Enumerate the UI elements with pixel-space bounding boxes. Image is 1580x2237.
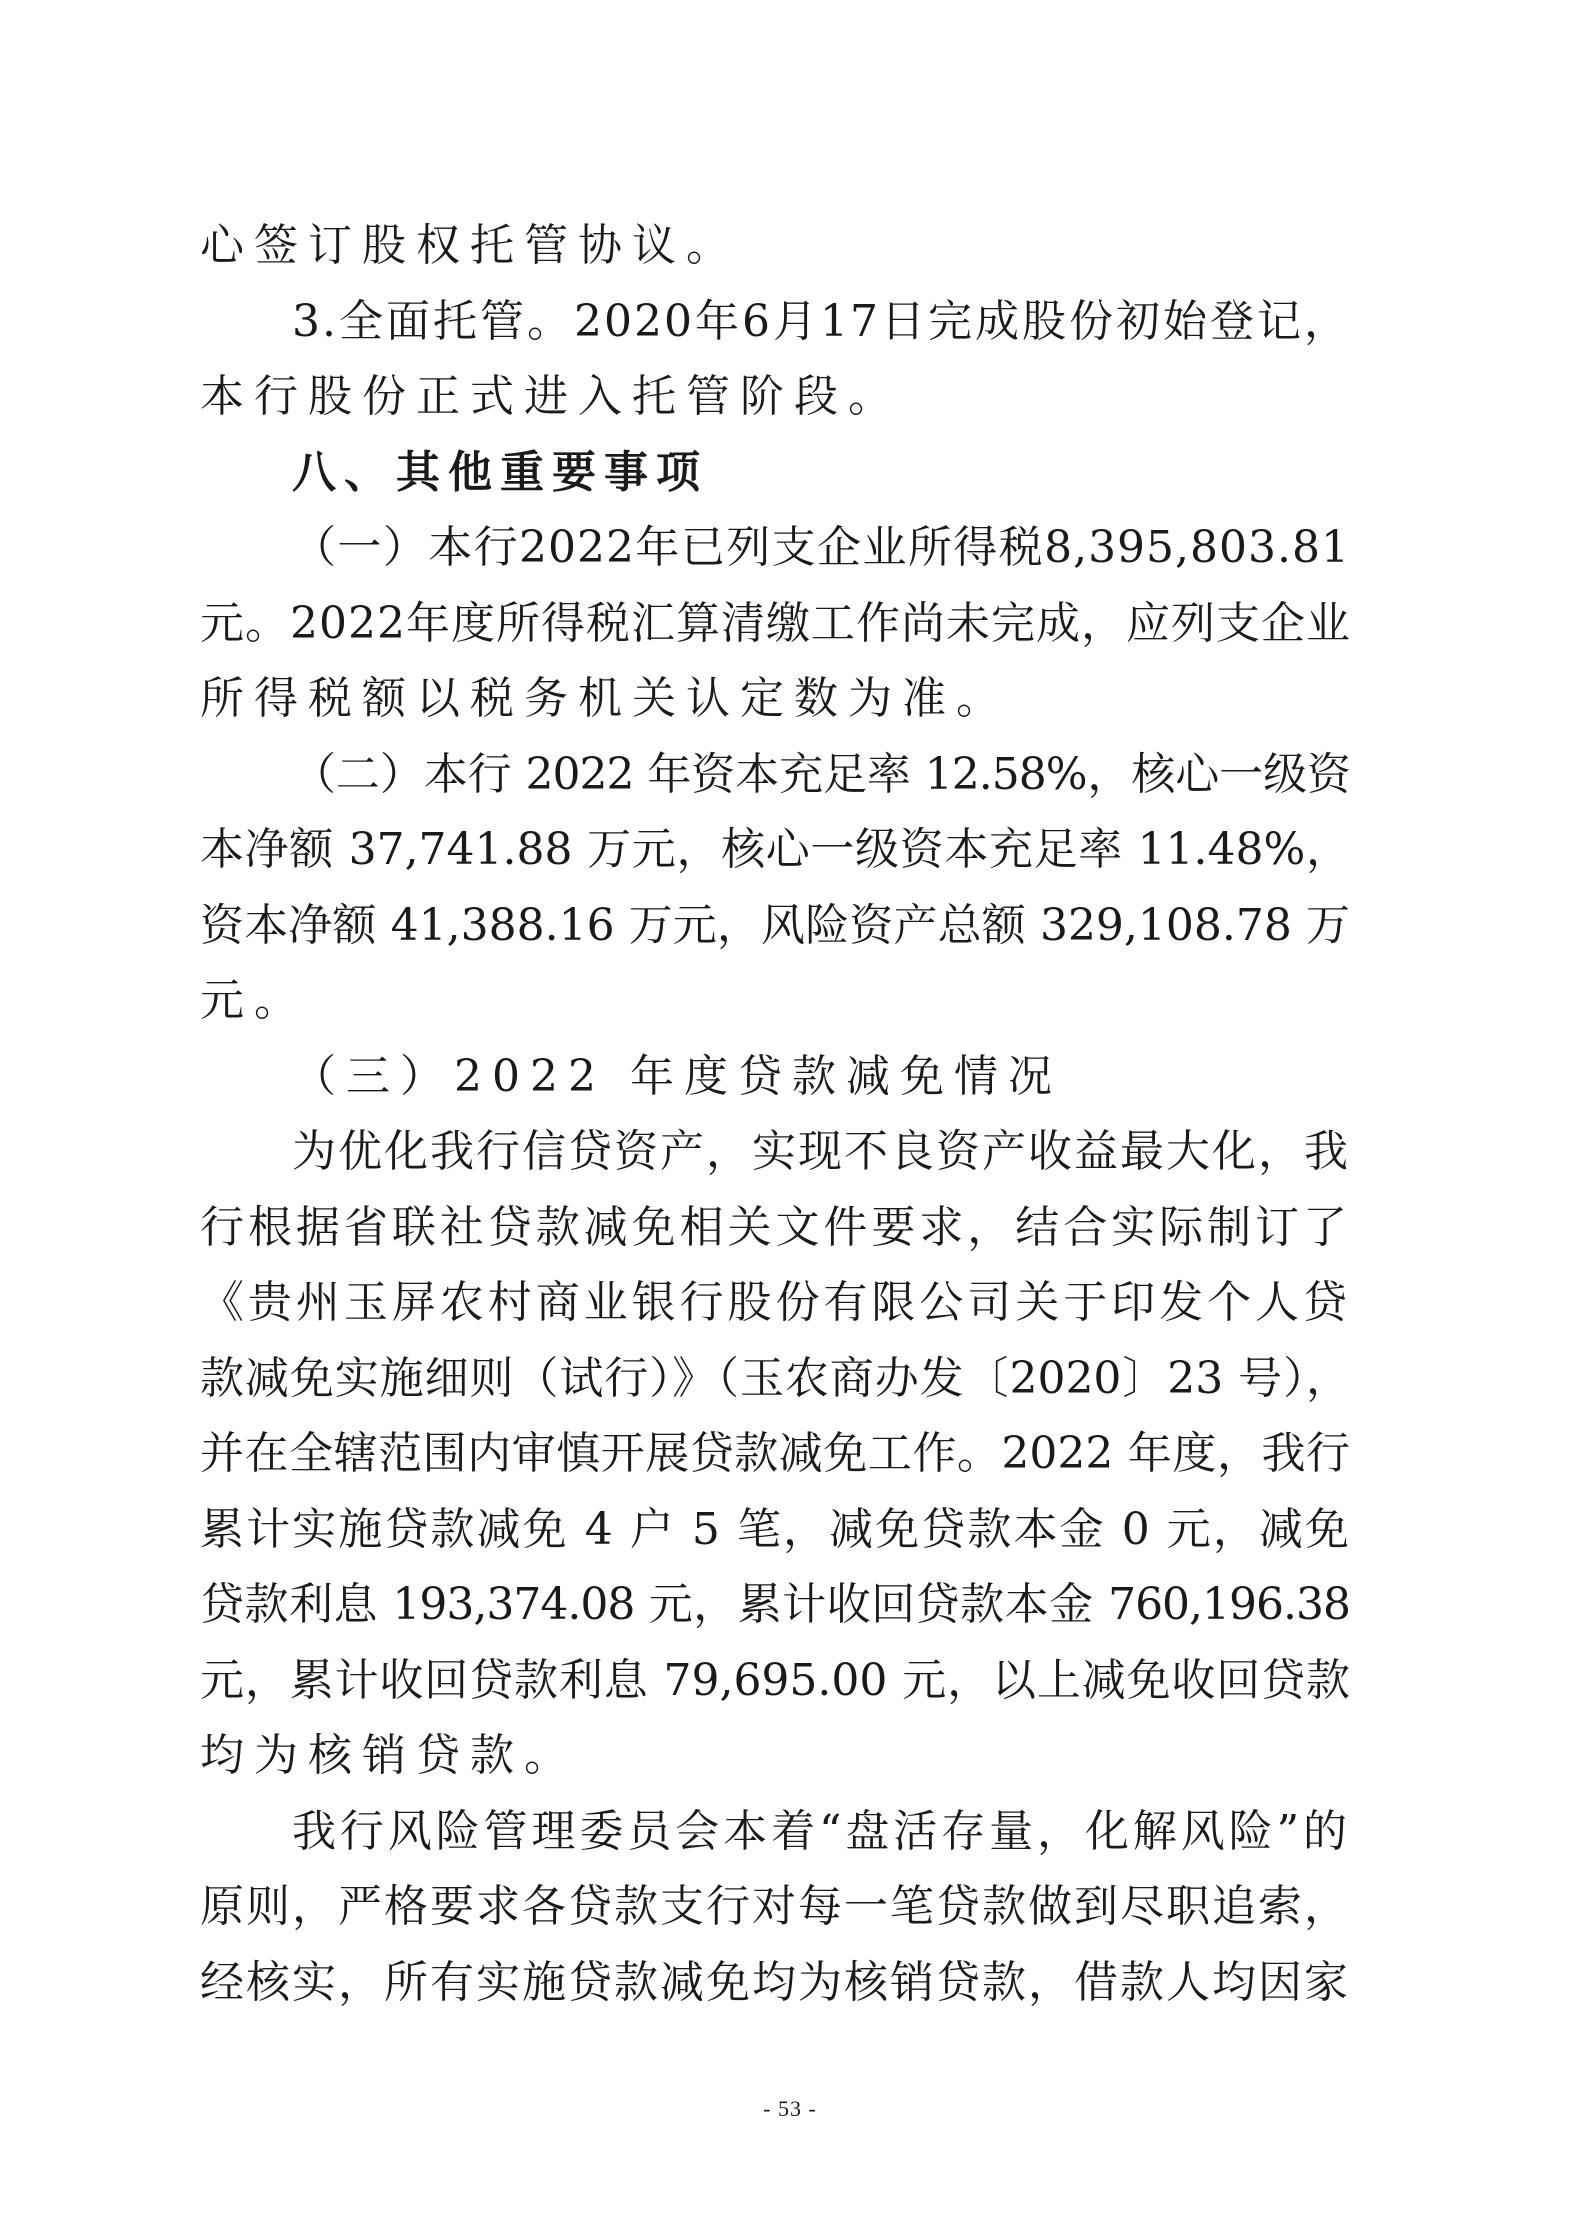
section-heading: 八、其他重要事项 (292, 447, 708, 498)
paragraph-line: 款减免实施细则（试行）》（玉农商办发〔2020〕23 号）， (200, 1353, 1350, 1404)
paragraph-line: （一）本行2022年已列支企业所得税8,395,803.81 (292, 522, 1350, 573)
paragraph-line: 贷款利息 193,374.08 元，累计收回贷款本金 760,196.38 (200, 1579, 1350, 1630)
page-number: - 53 - (763, 2096, 817, 2121)
paragraph-line: 行根据省联社贷款减免相关文件要求，结合实际制订了 (200, 1202, 1350, 1253)
paragraph-line: 本净额 37,741.88 万元，核心一级资本充足率 11.48%， (200, 824, 1350, 875)
paragraph-line: 所得税额以税务机关认定数为准。 (200, 673, 1010, 724)
paragraph-line: 资本净额 41,388.16 万元，风险资产总额 329,108.78 万 (200, 900, 1350, 951)
paragraph-line: 我行风险管理委员会本着“盘活存量，化解风险”的 (292, 1806, 1350, 1857)
paragraph-line: 原则，严格要求各贷款支行对每一笔贷款做到尽职追索， (200, 1881, 1350, 1932)
paragraph-line: 元，累计收回贷款利息 79,695.00 元，以上减免收回贷款 (200, 1655, 1350, 1706)
subsection-heading: （三）2022 年度贷款减免情况 (292, 1051, 1062, 1102)
paragraph-line: 为优化我行信贷资产，实现不良资产收益最大化，我 (292, 1126, 1350, 1177)
paragraph-line: 心签订股权托管协议。 (200, 220, 740, 271)
paragraph-line: 本行股份正式进入托管阶段。 (200, 371, 902, 422)
paragraph-line: 均为核销贷款。 (200, 1730, 578, 1781)
paragraph-line: 经核实，所有实施贷款减免均为核销贷款，借款人均因家 (200, 1957, 1350, 2008)
paragraph-line: 累计实施贷款减免 4 户 5 笔，减免贷款本金 0 元，减免 (200, 1504, 1350, 1555)
paragraph-line: 元。2022年度所得税汇算清缴工作尚未完成，应列支企业 (200, 598, 1351, 649)
paragraph-line: 《贵州玉屏农村商业银行股份有限公司关于印发个人贷 (200, 1277, 1350, 1328)
paragraph-line: 并在全辖范围内审慎开展贷款减免工作。2022 年度，我行 (200, 1428, 1350, 1479)
paragraph-line: 3.全面托管。2020年6月17日完成股份初始登记， (292, 296, 1350, 347)
paragraph-line: 元。 (200, 975, 308, 1026)
paragraph-line: （二）本行 2022 年资本充足率 12.58%，核心一级资 (292, 749, 1350, 800)
